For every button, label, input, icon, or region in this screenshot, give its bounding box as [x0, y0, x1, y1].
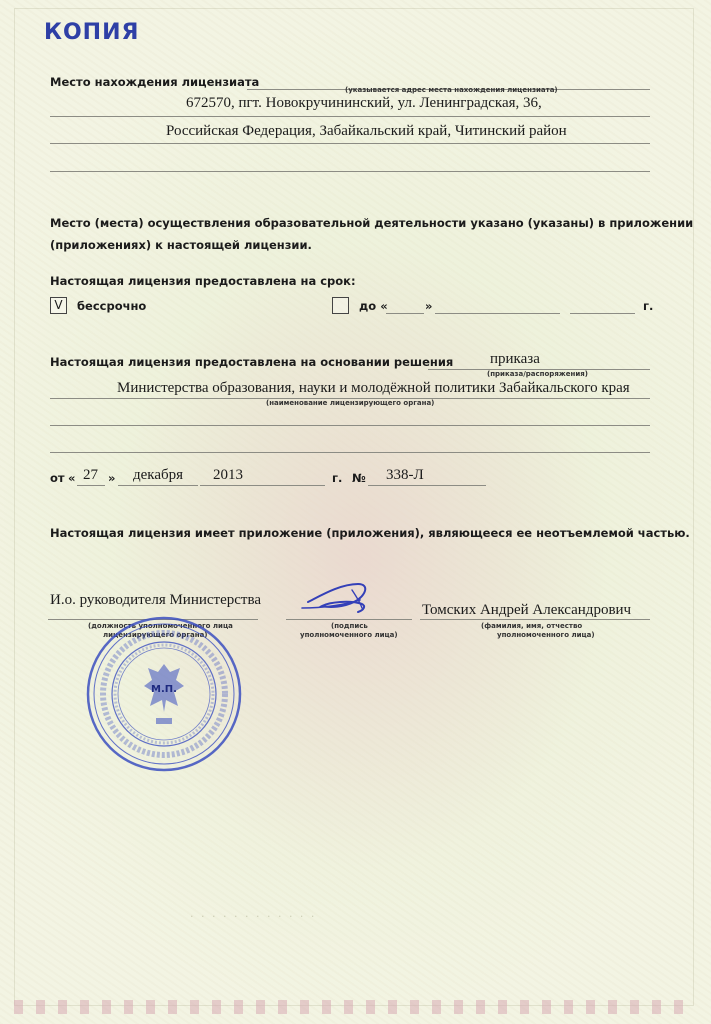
- activity-place-line-1: Место (места) осуществления образовательной деятельности указано (указаны) в приложении: [50, 216, 694, 230]
- until-date-prefix: до «: [359, 299, 388, 313]
- date-month: декабря: [133, 467, 184, 483]
- licensing-authority: Министерства образования, науки и молодёжной политики Забайкальского края: [117, 380, 630, 396]
- official-seal-icon: [84, 614, 244, 774]
- license-number-label: №: [352, 471, 366, 485]
- until-date-close-quote: »: [425, 299, 433, 313]
- authority-line-3: [50, 452, 650, 453]
- unlimited-term-label: бессрочно: [77, 299, 147, 313]
- date-close-quote: »: [108, 471, 116, 485]
- date-day-line: [77, 485, 105, 486]
- unlimited-term-checkbox[interactable]: V: [50, 297, 67, 314]
- page-border: [14, 8, 694, 1006]
- licensee-location-caption: (указывается адрес места нахождения лицензиата): [345, 86, 558, 94]
- licensee-location-line-3: [50, 171, 650, 172]
- until-year-line: [570, 313, 635, 314]
- licensee-address-line-2: Российская Федерация, Забайкальский край, Читинский район: [166, 123, 567, 139]
- date-year: 2013: [213, 467, 243, 483]
- copy-stamp: КОПИЯ: [44, 20, 140, 45]
- licensee-address-line-1: 672570, пгт. Новокручининский, ул. Ленинградская, 36,: [186, 95, 542, 111]
- signature-caption-2: уполномоченного лица): [300, 631, 398, 639]
- authority-caption: (наименование лицензирующего органа): [266, 399, 435, 407]
- date-year-line: [200, 485, 325, 486]
- seal-mark: М.П.: [151, 684, 177, 695]
- date-day: 27: [83, 467, 98, 483]
- date-from-label: от: [50, 471, 65, 485]
- term-label: Настоящая лицензия предоставлена на срок:: [50, 274, 356, 288]
- signatory-position-caption-1: (должность уполномоченного лица: [88, 622, 233, 630]
- until-day-line: [386, 313, 424, 314]
- signature-caption-1: (подпись: [331, 622, 368, 630]
- decision-type: приказа: [490, 351, 540, 367]
- decision-type-caption: (приказа/распоряжения): [487, 370, 588, 378]
- form-serial-watermark: · · · · · · · · · · · ·: [190, 910, 317, 923]
- signatory-name-caption-2: уполномоченного лица): [497, 631, 595, 639]
- handwritten-signature: [300, 578, 380, 616]
- date-open-quote: «: [68, 471, 76, 485]
- basis-label: Настоящая лицензия предоставлена на основании решения: [50, 355, 454, 369]
- date-year-suffix: г.: [332, 471, 343, 485]
- signatory-name-caption-1: (фамилия, имя, отчество: [481, 622, 583, 630]
- until-date-checkbox[interactable]: [332, 297, 349, 314]
- signatory-position: И.о. руководителя Министерства: [50, 592, 262, 608]
- appendix-note: Настоящая лицензия имеет приложение (приложения), являющееся ее неотъемлемой частью.: [50, 526, 690, 540]
- activity-place-line-2: (приложениях) к настоящей лицензии.: [50, 238, 312, 252]
- signatory-position-caption-2: лицензирующего органа): [103, 631, 208, 639]
- authority-line-2: [50, 425, 650, 426]
- licensee-location-label: Место нахождения лицензиата: [50, 75, 260, 89]
- date-month-line: [118, 485, 198, 486]
- signature-line: [286, 619, 412, 620]
- signatory-name-line: [420, 619, 650, 620]
- licensee-location-line-2: [50, 143, 650, 144]
- license-number: 338-Л: [386, 467, 424, 483]
- until-month-line: [435, 313, 560, 314]
- license-number-line: [368, 485, 486, 486]
- until-year-suffix: г.: [643, 299, 654, 313]
- licensee-location-line-1: [50, 116, 650, 117]
- decorative-bottom-strip: [14, 1000, 692, 1014]
- signatory-name: Томских Андрей Александрович: [422, 602, 632, 618]
